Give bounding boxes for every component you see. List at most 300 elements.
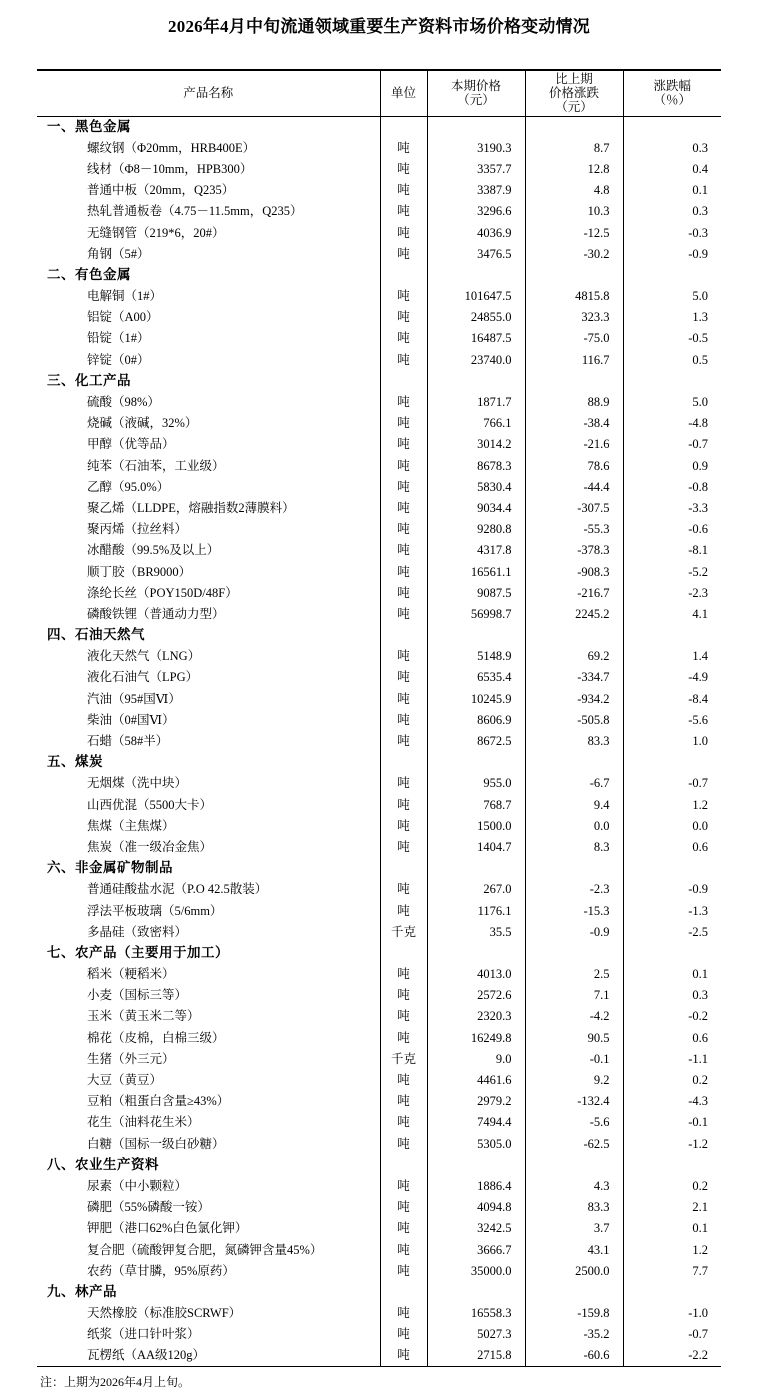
table-row [37, 1239, 721, 1260]
current-price-cell: 9087.5 [427, 582, 525, 603]
table-row [37, 540, 721, 561]
table-body [37, 116, 721, 1366]
percent-change-cell: 1.2 [692, 1242, 708, 1257]
column-header-current-price [427, 70, 525, 116]
product-name-cell: 液化天然气（LNG） [37, 646, 380, 667]
current-price-cell: 7494.4 [427, 1112, 525, 1133]
percent-change-cell: -0.1 [688, 1115, 708, 1130]
product-name-cell: 石蜡（58#半） [37, 730, 380, 751]
price-change-cell: 4815.8 [525, 286, 623, 307]
percent-change-cell [623, 264, 721, 285]
percent-change-cell: 0.4 [692, 161, 708, 176]
price-change-cell: -132.4 [525, 1091, 623, 1112]
percent-change-cell: 7.7 [692, 1263, 708, 1278]
unit-cell: 吨 [380, 1006, 427, 1027]
current-price-cell: 3190.3 [427, 137, 525, 158]
unit-cell [380, 370, 427, 391]
unit-cell: 吨 [380, 1260, 427, 1281]
product-name-cell: 柴油（0#国Ⅵ） [37, 709, 380, 730]
product-name-cell: 冰醋酸（99.5%及以上） [37, 540, 380, 561]
product-name-cell: 农药（草甘膦，95%原药） [37, 1260, 380, 1281]
column-header-current-price-line2: （元） [457, 93, 495, 108]
current-price-cell [427, 1281, 525, 1302]
current-price-cell: 56998.7 [427, 603, 525, 624]
table-row [37, 1069, 721, 1090]
price-change-cell: 4.3 [525, 1175, 623, 1196]
current-price-cell: 5305.0 [427, 1133, 525, 1154]
price-change-cell: -0.9 [525, 921, 623, 942]
percent-change-cell: 1.4 [692, 649, 708, 664]
unit-cell: 吨 [380, 391, 427, 412]
unit-cell: 吨 [380, 180, 427, 201]
product-name-cell: 纯苯（石油苯，工业级） [37, 455, 380, 476]
percent-change-cell: 1.2 [692, 797, 708, 812]
price-change-cell: -60.6 [525, 1345, 623, 1366]
price-change-cell [525, 116, 623, 137]
table-section-row [37, 942, 721, 963]
product-name-cell: 纸浆（进口针叶浆） [37, 1324, 380, 1345]
page-title: 2026年4月中旬流通领域重要生产资料市场价格变动情况 [168, 17, 590, 36]
unit-cell: 吨 [380, 158, 427, 179]
table-section-row [37, 1281, 721, 1302]
table-row [37, 1112, 721, 1133]
current-price-cell: 4461.6 [427, 1069, 525, 1090]
price-change-cell: -378.3 [525, 540, 623, 561]
price-change-cell: -216.7 [525, 582, 623, 603]
unit-cell: 吨 [380, 455, 427, 476]
percent-change-cell: -2.5 [688, 924, 708, 939]
percent-change-cell: -4.8 [688, 416, 708, 431]
table-row [37, 137, 721, 158]
table-row [37, 1197, 721, 1218]
product-name-cell: 锌锭（0#） [37, 349, 380, 370]
percent-change-cell: -0.7 [688, 437, 708, 452]
product-name-cell: 无烟煤（洗中块） [37, 773, 380, 794]
column-header-current-price-line1: 本期价格 [450, 79, 501, 94]
percent-change-cell: -1.1 [688, 1051, 708, 1066]
current-price-cell: 766.1 [427, 413, 525, 434]
column-header-price-change-line1: 比上期 [555, 72, 593, 87]
column-header-price-change [525, 70, 623, 116]
table-row [37, 1027, 721, 1048]
percent-change-cell: 0.6 [692, 1030, 708, 1045]
current-price-cell: 1176.1 [427, 900, 525, 921]
current-price-cell: 3242.5 [427, 1218, 525, 1239]
section-label: 一、黑色金属 [37, 116, 380, 137]
current-price-cell: 3357.7 [427, 158, 525, 179]
table-row [37, 307, 721, 328]
unit-cell [380, 264, 427, 285]
product-name-cell: 焦煤（主焦煤） [37, 815, 380, 836]
price-change-cell: 88.9 [525, 391, 623, 412]
table-row [37, 709, 721, 730]
table-row [37, 455, 721, 476]
current-price-cell [427, 264, 525, 285]
section-label: 三、化工产品 [37, 370, 380, 391]
product-name-cell: 小麦（国标三等） [37, 985, 380, 1006]
table-row [37, 1091, 721, 1112]
price-change-cell: -5.6 [525, 1112, 623, 1133]
table-row [37, 815, 721, 836]
section-label: 九、林产品 [37, 1281, 380, 1302]
unit-cell: 吨 [380, 582, 427, 603]
current-price-cell: 955.0 [427, 773, 525, 794]
price-change-cell: -908.3 [525, 561, 623, 582]
current-price-cell: 6535.4 [427, 667, 525, 688]
table-row [37, 730, 721, 751]
table-row [37, 561, 721, 582]
current-price-cell: 9.0 [427, 1048, 525, 1069]
price-change-cell: -0.1 [525, 1048, 623, 1069]
product-name-cell: 复合肥（硫酸钾复合肥，氮磷钾含量45%） [37, 1239, 380, 1260]
price-change-cell: 2245.2 [525, 603, 623, 624]
unit-cell: 吨 [380, 413, 427, 434]
current-price-cell [427, 1154, 525, 1175]
product-name-cell: 钾肥（港口62%白色氯化钾） [37, 1218, 380, 1239]
table-row [37, 1006, 721, 1027]
section-label: 六、非金属矿物制品 [37, 858, 380, 879]
unit-cell: 吨 [380, 1112, 427, 1133]
price-change-cell: -62.5 [525, 1133, 623, 1154]
table-row [37, 921, 721, 942]
current-price-cell: 3296.6 [427, 201, 525, 222]
unit-cell: 吨 [380, 328, 427, 349]
unit-cell: 吨 [380, 815, 427, 836]
percent-change-cell: -0.8 [688, 479, 708, 494]
section-label: 八、农业生产资料 [37, 1154, 380, 1175]
unit-cell [380, 1154, 427, 1175]
price-change-cell: -4.2 [525, 1006, 623, 1027]
current-price-cell: 16561.1 [427, 561, 525, 582]
percent-change-cell: -0.9 [688, 882, 708, 897]
unit-cell: 吨 [380, 900, 427, 921]
table-section-row [37, 752, 721, 773]
unit-cell: 吨 [380, 1324, 427, 1345]
percent-change-cell: 1.0 [692, 734, 708, 749]
table-row [37, 794, 721, 815]
percent-change-cell [623, 942, 721, 963]
table-row [37, 667, 721, 688]
table-row [37, 201, 721, 222]
price-change-cell: -21.6 [525, 434, 623, 455]
price-change-cell [525, 370, 623, 391]
unit-cell: 吨 [380, 667, 427, 688]
current-price-cell [427, 942, 525, 963]
table-section-row [37, 625, 721, 646]
product-name-cell: 棉花（皮棉，白棉三级） [37, 1027, 380, 1048]
table-row [37, 1133, 721, 1154]
price-change-cell: 9.4 [525, 794, 623, 815]
current-price-cell: 5027.3 [427, 1324, 525, 1345]
percent-change-cell: 2.1 [692, 1200, 708, 1215]
percent-change-cell [623, 1154, 721, 1175]
column-header-percent-change-line1: 涨跌幅 [653, 79, 691, 94]
current-price-cell: 4013.0 [427, 964, 525, 985]
unit-cell: 吨 [380, 540, 427, 561]
price-change-cell: -15.3 [525, 900, 623, 921]
price-change-cell: 83.3 [525, 1197, 623, 1218]
table-row [37, 519, 721, 540]
price-change-cell: -38.4 [525, 413, 623, 434]
percent-change-cell [623, 625, 721, 646]
unit-cell: 吨 [380, 1175, 427, 1196]
column-header-unit: 单位 [380, 70, 427, 116]
product-name-cell: 涤纶长丝（POY150D/48F） [37, 582, 380, 603]
current-price-cell: 4036.9 [427, 222, 525, 243]
product-name-cell: 天然橡胶（标准胶SCRWF） [37, 1303, 380, 1324]
unit-cell: 吨 [380, 307, 427, 328]
table-row [37, 180, 721, 201]
section-label: 四、石油天然气 [37, 625, 380, 646]
table-head [37, 70, 721, 116]
table-row [37, 1260, 721, 1281]
unit-cell: 吨 [380, 773, 427, 794]
unit-cell: 吨 [380, 1091, 427, 1112]
current-price-cell: 768.7 [427, 794, 525, 815]
unit-cell: 千克 [380, 1048, 427, 1069]
percent-change-cell [623, 752, 721, 773]
column-header-product-name: 产品名称 [37, 70, 380, 116]
product-name-cell: 普通中板（20mm，Q235） [37, 180, 380, 201]
price-change-cell [525, 625, 623, 646]
price-change-cell: 90.5 [525, 1027, 623, 1048]
price-change-cell: -12.5 [525, 222, 623, 243]
product-name-cell: 液化石油气（LPG） [37, 667, 380, 688]
unit-cell: 吨 [380, 1027, 427, 1048]
table-row [37, 836, 721, 857]
percent-change-cell: -2.2 [623, 1345, 721, 1366]
current-price-cell: 3387.9 [427, 180, 525, 201]
current-price-cell: 16249.8 [427, 1027, 525, 1048]
percent-change-cell: 0.5 [692, 352, 708, 367]
unit-cell: 吨 [380, 603, 427, 624]
percent-change-cell: -4.9 [688, 670, 708, 685]
price-change-cell: 7.1 [525, 985, 623, 1006]
unit-cell: 吨 [380, 794, 427, 815]
current-price-cell: 16487.5 [427, 328, 525, 349]
current-price-cell: 1871.7 [427, 391, 525, 412]
table-row [37, 476, 721, 497]
unit-cell: 吨 [380, 879, 427, 900]
price-change-cell: -75.0 [525, 328, 623, 349]
price-change-cell: 83.3 [525, 730, 623, 751]
product-name-cell: 玉米（黄玉米二等） [37, 1006, 380, 1027]
table-header-row [37, 70, 721, 116]
current-price-cell: 4317.8 [427, 540, 525, 561]
product-name-cell: 瓦楞纸（AA级120g） [37, 1345, 380, 1366]
unit-cell: 吨 [380, 964, 427, 985]
unit-cell: 吨 [380, 730, 427, 751]
current-price-cell: 9034.4 [427, 497, 525, 518]
product-name-cell: 汽油（95#国Ⅵ） [37, 688, 380, 709]
current-price-cell: 35000.0 [427, 1260, 525, 1281]
table-row [37, 688, 721, 709]
table-row [37, 1175, 721, 1196]
unit-cell: 吨 [380, 646, 427, 667]
product-name-cell: 大豆（黄豆） [37, 1069, 380, 1090]
table-section-row [37, 116, 721, 137]
table-row [37, 1218, 721, 1239]
table-row [37, 243, 721, 264]
price-change-cell: 2.5 [525, 964, 623, 985]
column-header-percent-change-line2: （％） [653, 93, 691, 108]
price-change-cell: 9.2 [525, 1069, 623, 1090]
current-price-cell: 8606.9 [427, 709, 525, 730]
current-price-cell: 101647.5 [427, 286, 525, 307]
current-price-cell [427, 858, 525, 879]
unit-cell: 吨 [380, 519, 427, 540]
percent-change-cell: -5.2 [688, 564, 708, 579]
unit-cell: 千克 [380, 921, 427, 942]
product-name-cell: 花生（油料花生米） [37, 1112, 380, 1133]
table-row [37, 391, 721, 412]
price-change-cell: -30.2 [525, 243, 623, 264]
unit-cell: 吨 [380, 137, 427, 158]
table-row [37, 603, 721, 624]
table-section-row [37, 858, 721, 879]
product-name-cell: 螺纹钢（Φ20mm，HRB400E） [37, 137, 380, 158]
unit-cell: 吨 [380, 985, 427, 1006]
price-change-cell: 0.0 [525, 815, 623, 836]
product-name-cell: 烧碱（液碱，32%） [37, 413, 380, 434]
column-header-price-change-line2: 价格涨跌 [548, 86, 599, 101]
price-change-cell: -505.8 [525, 709, 623, 730]
current-price-cell [427, 625, 525, 646]
percent-change-cell: 0.0 [692, 818, 708, 833]
product-name-cell: 线材（Φ8－10mm，HPB300） [37, 158, 380, 179]
percent-change-cell: 0.3 [692, 204, 708, 219]
percent-change-cell: -2.3 [688, 585, 708, 600]
percent-change-cell: -0.6 [688, 522, 708, 537]
percent-change-cell: 0.3 [692, 988, 708, 1003]
percent-change-cell: 0.2 [692, 1178, 708, 1193]
table-row [37, 900, 721, 921]
table-row [37, 773, 721, 794]
table-row [37, 434, 721, 455]
price-change-cell: -307.5 [525, 497, 623, 518]
current-price-cell: 35.5 [427, 921, 525, 942]
unit-cell: 吨 [380, 1303, 427, 1324]
unit-cell: 吨 [380, 1345, 427, 1366]
price-change-cell: 4.8 [525, 180, 623, 201]
current-price-cell: 2715.8 [427, 1345, 525, 1366]
unit-cell [380, 116, 427, 137]
unit-cell: 吨 [380, 476, 427, 497]
current-price-cell: 1886.4 [427, 1175, 525, 1196]
product-name-cell: 稻米（粳稻米） [37, 964, 380, 985]
percent-change-cell: -1.3 [688, 903, 708, 918]
price-change-cell: 12.8 [525, 158, 623, 179]
current-price-cell: 3666.7 [427, 1239, 525, 1260]
table-row [37, 222, 721, 243]
price-change-cell [525, 752, 623, 773]
percent-change-cell: 0.1 [692, 183, 708, 198]
product-name-cell: 多晶硅（致密料） [37, 921, 380, 942]
table-row [37, 1324, 721, 1345]
percent-change-cell: 0.1 [692, 1221, 708, 1236]
table-row [37, 158, 721, 179]
table-section-row [37, 370, 721, 391]
price-change-cell: 8.7 [525, 137, 623, 158]
percent-change-cell: 5.0 [692, 395, 708, 410]
percent-change-cell: 5.0 [692, 289, 708, 304]
product-name-cell: 硫酸（98%） [37, 391, 380, 412]
product-name-cell: 尿素（中小颗粒） [37, 1175, 380, 1196]
percent-change-cell: -1.2 [688, 1136, 708, 1151]
unit-cell: 吨 [380, 836, 427, 857]
current-price-cell: 23740.0 [427, 349, 525, 370]
table-footnote: 注：上期为2026年4月上旬。 [40, 1374, 191, 1389]
price-change-cell: 69.2 [525, 646, 623, 667]
product-name-cell: 普通硅酸盐水泥（P.O 42.5散装） [37, 879, 380, 900]
unit-cell: 吨 [380, 1239, 427, 1260]
unit-cell: 吨 [380, 286, 427, 307]
percent-change-cell [623, 116, 721, 137]
percent-change-cell: -0.2 [688, 1009, 708, 1024]
table-row [37, 985, 721, 1006]
price-change-cell [525, 1281, 623, 1302]
table-row [37, 497, 721, 518]
table-row [37, 1048, 721, 1069]
percent-change-cell: -4.3 [688, 1094, 708, 1109]
current-price-cell: 8678.3 [427, 455, 525, 476]
price-change-cell: -2.3 [525, 879, 623, 900]
price-change-cell: 2500.0 [525, 1260, 623, 1281]
product-name-cell: 热轧普通板卷（4.75－11.5mm，Q235） [37, 201, 380, 222]
price-change-cell [525, 264, 623, 285]
unit-cell: 吨 [380, 201, 427, 222]
current-price-cell: 9280.8 [427, 519, 525, 540]
table-row [37, 286, 721, 307]
current-price-cell: 5148.9 [427, 646, 525, 667]
unit-cell [380, 1281, 427, 1302]
product-name-cell: 磷肥（55%磷酸一铵） [37, 1197, 380, 1218]
current-price-cell [427, 370, 525, 391]
unit-cell [380, 625, 427, 646]
price-change-cell: 116.7 [525, 349, 623, 370]
unit-cell: 吨 [380, 243, 427, 264]
percent-change-cell: 0.1 [692, 967, 708, 982]
table-row [37, 1345, 721, 1366]
current-price-cell [427, 752, 525, 773]
current-price-cell: 2979.2 [427, 1091, 525, 1112]
price-table [37, 69, 721, 1367]
price-change-cell: -55.3 [525, 519, 623, 540]
price-change-cell [525, 942, 623, 963]
price-change-cell [525, 858, 623, 879]
unit-cell: 吨 [380, 688, 427, 709]
percent-change-cell: -0.7 [688, 776, 708, 791]
column-header-price-change-line3: （元） [555, 100, 593, 115]
unit-cell [380, 942, 427, 963]
current-price-cell: 5830.4 [427, 476, 525, 497]
unit-cell: 吨 [380, 1197, 427, 1218]
table-row [37, 879, 721, 900]
column-header-percent-change [623, 70, 721, 116]
price-change-cell: 78.6 [525, 455, 623, 476]
product-name-cell: 生猪（外三元） [37, 1048, 380, 1069]
percent-change-cell: 4.1 [692, 606, 708, 621]
percent-change-cell: -5.6 [688, 712, 708, 727]
price-change-cell: -334.7 [525, 667, 623, 688]
table-row [37, 328, 721, 349]
product-name-cell: 电解铜（1#） [37, 286, 380, 307]
unit-cell: 吨 [380, 1133, 427, 1154]
product-name-cell: 聚乙烯（LLDPE，熔融指数2薄膜料） [37, 497, 380, 518]
current-price-cell: 3476.5 [427, 243, 525, 264]
product-name-cell: 焦炭（准一级冶金焦） [37, 836, 380, 857]
table-section-row [37, 1154, 721, 1175]
